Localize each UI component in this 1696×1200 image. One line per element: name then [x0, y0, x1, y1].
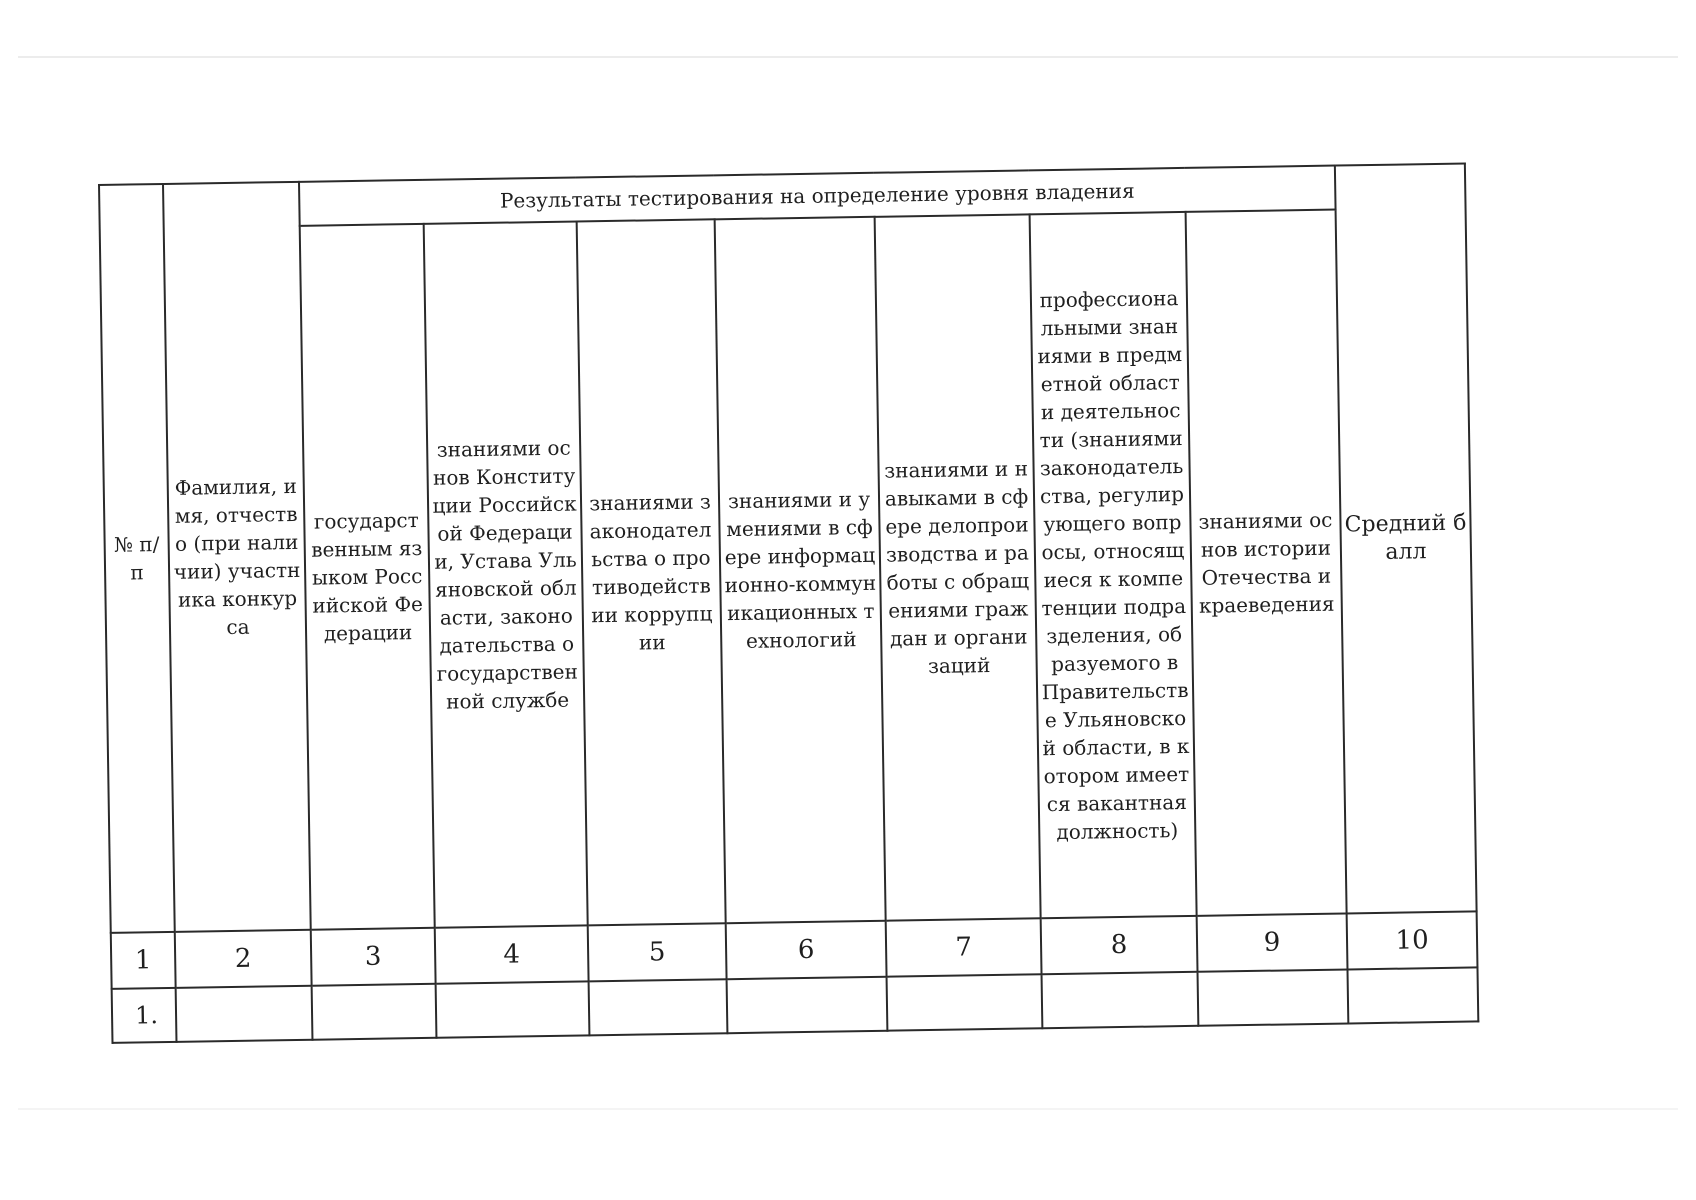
header-name: Фамилия, имя, отчество (при наличии) участника конкурса — [163, 182, 311, 932]
row-number: 1. — [112, 988, 177, 1043]
table-cell — [1198, 969, 1349, 1025]
table-cell — [1348, 967, 1479, 1023]
subheader-anticorruption: знаниями законодательства о противодействии коррупции — [577, 219, 726, 925]
column-number: 10 — [1347, 911, 1478, 969]
table-cell — [436, 981, 590, 1037]
subheader-professional-knowledge: профессиональными знаниями в предметной области деятельности (знаниями законодательства, регулирующего вопросы, относящиеся к компетенции подразделения, образуемого в Правительстве Ульяновской области, в котором имеется вакантная должность) — [1030, 212, 1197, 918]
column-number: 6 — [726, 921, 887, 980]
header-results-title: Результаты тестирования на определение уровня владения — [299, 166, 1336, 226]
subheader-history: знаниями основ истории Отечества и краеведения — [1186, 210, 1347, 916]
scan-artifact-top — [18, 56, 1678, 58]
subheader-constitution: знаниями основ Конституции Российской Федерации, Устава Ульяновской области, законодательства о государственной службе — [424, 221, 588, 927]
table-cell — [727, 977, 888, 1034]
table-cell — [589, 979, 728, 1035]
column-number: 7 — [886, 918, 1042, 976]
column-number: 2 — [175, 930, 312, 988]
column-number: 4 — [435, 925, 589, 983]
column-number: 8 — [1041, 916, 1198, 974]
column-number: 3 — [311, 928, 436, 986]
column-number: 9 — [1197, 913, 1348, 971]
results-table-wrapper — [98, 163, 1479, 1044]
results-table — [98, 163, 1479, 1044]
column-number: 1 — [111, 932, 176, 989]
table-cell — [312, 984, 437, 1040]
column-number: 5 — [588, 923, 727, 981]
subheader-records-management: знаниями и навыками в сфере делопроизводства и работы с обращениями граждан и организаций — [875, 214, 1041, 920]
scan-artifact-bottom — [18, 1108, 1678, 1110]
table-cell — [176, 986, 313, 1042]
header-average: Средний балл — [1335, 164, 1477, 914]
table-cell — [1042, 972, 1199, 1028]
table-cell — [887, 974, 1043, 1030]
header-num: № п/п — [99, 184, 175, 933]
subheader-state-language: государственным языком Российской Федерации — [300, 224, 435, 930]
subheader-ict: знаниями и умениями в сфере информационно-коммуникационных технологий — [715, 217, 886, 923]
